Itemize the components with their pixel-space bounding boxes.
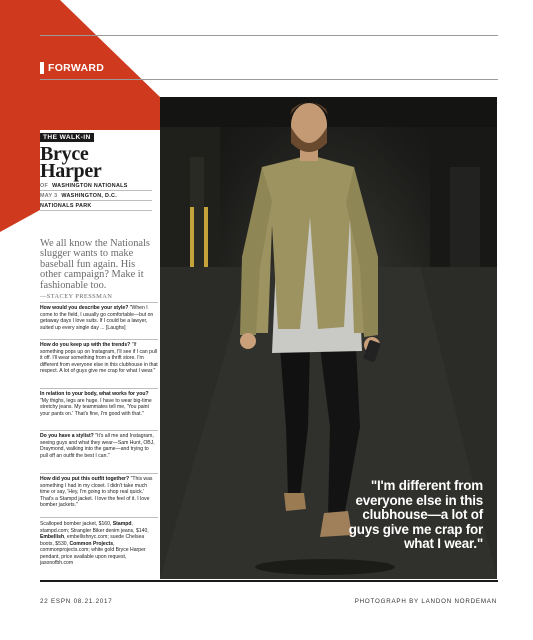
section-marker-icon bbox=[40, 62, 44, 74]
section-rule bbox=[40, 79, 498, 80]
section-label: FORWARD bbox=[48, 62, 105, 74]
meta-value: WASHINGTON, D.C. bbox=[61, 193, 118, 199]
credit-brand: Embellish bbox=[40, 534, 65, 540]
meta-row bbox=[40, 182, 152, 191]
meta-key: MAY 3 bbox=[40, 193, 58, 199]
qa-answer: "If something pops up on Instagram, I'll see if I can pull it off. I'll wear something from a thrift store. I'm different from everyone else in this clubhouse in that respect. A lot of guys give me crap for what I wear." bbox=[40, 342, 158, 374]
qa-item bbox=[40, 342, 158, 375]
qa-answer: "When I come to the field, I usually go comfortable—but on getaway days I love suits. If I could be a lawyer, suited up every single day ... [Laughs] bbox=[40, 305, 154, 331]
section-header bbox=[40, 62, 104, 74]
first-name: Bryce bbox=[40, 143, 89, 165]
qa-answer: "My thighs, legs are huge. I have to wear big-time stretchy jeans. My teammates tell me, 'You paint your pants on.' That's fine, I'm good with that." bbox=[40, 397, 152, 417]
qa-question: How would you describe your style? bbox=[40, 305, 129, 311]
qa-divider bbox=[40, 473, 158, 474]
qa-item bbox=[40, 476, 158, 509]
fashion-credits bbox=[40, 521, 158, 567]
photo-credit: PHOTOGRAPH BY LANDON NORDEMAN bbox=[354, 598, 497, 605]
qa-question: In relation to your body, what works for you? bbox=[40, 391, 149, 397]
qa-question: How do you keep up with the trends? bbox=[40, 342, 131, 348]
pull-quote: "I'm different from everyone else in this clubhouse—a lot of guys give me crap for what I wear." bbox=[348, 478, 483, 552]
qa-divider bbox=[40, 388, 158, 389]
qa-question: How did you put this outfit together? bbox=[40, 476, 130, 482]
intro-deck: We all know the Nationals slugger wants to make baseball fun again. His other campaign? Make it fashionable too. bbox=[40, 238, 150, 291]
qa-divider bbox=[40, 302, 158, 303]
credit-text: , embellishnyc.com; suede Chelsea boots, $530, bbox=[40, 534, 145, 547]
credit-brand: Stampd bbox=[112, 521, 132, 527]
qa-item bbox=[40, 391, 158, 417]
qa-item bbox=[40, 433, 158, 459]
qa-divider bbox=[40, 339, 158, 340]
credit-text: , stampd.com; Strangler Biker denim jeans, $140, bbox=[40, 521, 149, 534]
credit-text: Scalloped bomber jacket, $160, bbox=[40, 521, 112, 527]
meta-row bbox=[40, 202, 152, 211]
qa-item bbox=[40, 305, 158, 331]
bottom-rule bbox=[40, 580, 498, 582]
byline: —STACEY PRESSMAN bbox=[40, 293, 113, 300]
top-rule bbox=[40, 35, 498, 36]
athlete-name bbox=[40, 143, 102, 182]
hero-photo bbox=[160, 97, 497, 579]
meta-row bbox=[40, 192, 152, 201]
last-name: Harper bbox=[40, 160, 102, 182]
meta-value: NATIONALS PARK bbox=[40, 203, 92, 209]
qa-answer: "It's all me and Instagram, seeing guys and what they wear—Sam Hunt, OBJ, Draymond, walking into the game—and trying to pull off an outfit the best I can." bbox=[40, 433, 155, 459]
qa-divider bbox=[40, 517, 158, 518]
meta-value: WASHINGTON NATIONALS bbox=[52, 183, 128, 189]
kicker-label: THE WALK-IN bbox=[40, 133, 94, 142]
credit-brand: Common Projects bbox=[69, 540, 114, 547]
credit-text: , commonprojects.com; white gold Bryce Harper pendant, price available upon request, jasonofbh.com bbox=[40, 540, 146, 566]
qa-answer: "This was something I had in my closet. I didn't take much time or say, 'Hey, I'm going to shop real quick.' That's a Stampd jacket. I love the feel of it. I love bomber jackets." bbox=[40, 476, 153, 508]
qa-divider bbox=[40, 430, 158, 431]
page-folio: 22 ESPN 08.21.2017 bbox=[40, 598, 113, 605]
qa-question: Do you have a stylist? bbox=[40, 433, 94, 439]
meta-key: OF bbox=[40, 183, 49, 189]
